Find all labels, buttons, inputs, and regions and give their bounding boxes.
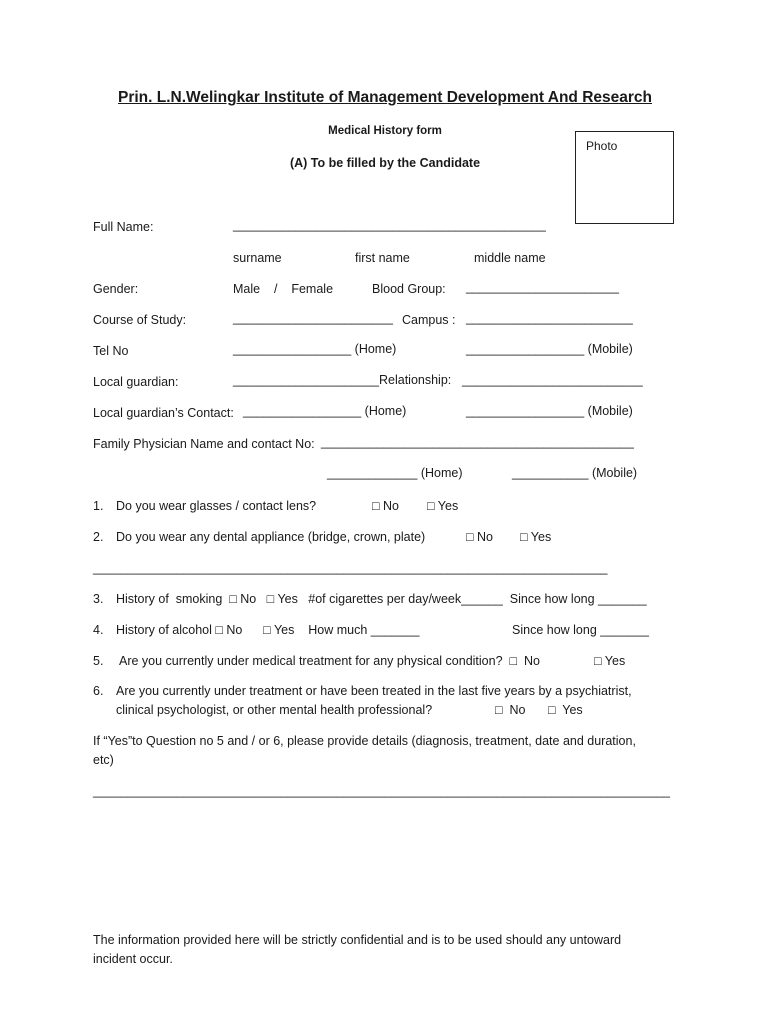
q1-no-checkbox[interactable]: □ No — [372, 499, 400, 513]
q3-number: 3. — [93, 592, 104, 606]
institute-title: Prin. L.N.Welingkar Institute of Management Development And Research — [118, 89, 652, 106]
guardian-mobile-field[interactable]: _________________ (Mobile) — [466, 404, 633, 418]
q2-text: Do you wear any dental appliance (bridge, crown, plate) — [116, 530, 426, 544]
guardian-contact-label: Local guardian’s Contact: — [93, 406, 234, 420]
details-instruction-line2: etc) — [93, 753, 114, 767]
tel-home-field[interactable]: _________________ (Home) — [233, 342, 397, 356]
middle-name-caption: middle name — [474, 251, 546, 265]
guardian-home-field[interactable]: _________________ (Home) — [243, 404, 407, 418]
q3-text[interactable]: History of smoking □ No □ Yes #of cigarettes per day/week______ Since how long _______ — [116, 592, 647, 606]
q6-number: 6. — [93, 684, 104, 698]
details-field[interactable]: ___________________________________________________________________________________ — [93, 784, 671, 798]
q2-number: 2. — [93, 530, 104, 544]
q1-text: Do you wear glasses / contact lens? — [116, 499, 317, 513]
q6-yes-checkbox[interactable]: □ Yes — [548, 703, 583, 717]
relationship-field[interactable]: __________________________ — [462, 373, 643, 387]
photo-label: Photo — [586, 139, 618, 153]
confidentiality-note-line2: incident occur. — [93, 952, 173, 966]
photo-box[interactable] — [575, 131, 674, 224]
gender-label: Gender: — [93, 282, 139, 296]
q6-no-checkbox[interactable]: □ No — [495, 703, 526, 717]
confidentiality-note-line1: The information provided here will be strictly confidential and is to be used should any untoward — [93, 933, 622, 947]
q4-since-field[interactable]: Since how long _______ — [512, 623, 649, 637]
tel-mobile-field[interactable]: _________________ (Mobile) — [466, 342, 633, 356]
first-name-caption: first name — [355, 251, 410, 265]
blood-group-label: Blood Group: — [372, 282, 446, 296]
physician-home-field[interactable]: _____________ (Home) — [327, 466, 463, 480]
guardian-label: Local guardian: — [93, 375, 179, 389]
q6-text-line1: Are you currently under treatment or have been treated in the last five years by a psychiatrist, — [116, 684, 632, 698]
q4-number: 4. — [93, 623, 104, 637]
q6-text-line2: clinical psychologist, or other mental health professional? — [116, 703, 433, 717]
q5-text[interactable]: Are you currently under medical treatment for any physical condition? □ No — [119, 654, 540, 668]
campus-field[interactable]: ________________________ — [466, 311, 633, 325]
q4-text[interactable]: History of alcohol □ No □ Yes How much _______ — [116, 623, 420, 637]
q2-yes-checkbox[interactable]: □ Yes — [520, 530, 552, 544]
tel-label: Tel No — [93, 344, 129, 358]
physician-label: Family Physician Name and contact No: — [93, 437, 315, 451]
q2-details-line[interactable]: __________________________________________________________________________ — [93, 561, 608, 575]
physician-field[interactable]: _____________________________________________ — [321, 435, 634, 449]
gender-options[interactable]: Male / Female — [233, 282, 334, 296]
q1-number: 1. — [93, 499, 104, 513]
q2-no-checkbox[interactable]: □ No — [466, 530, 494, 544]
guardian-field[interactable]: _____________________Relationship: — [233, 373, 452, 387]
campus-label: Campus : — [402, 313, 456, 327]
blood-group-field[interactable]: ______________________ — [466, 280, 619, 294]
form-name: Medical History form — [328, 125, 442, 137]
details-instruction-line1: If “Yes”to Question no 5 and / or 6, please provide details (diagnosis, treatment, date and duration, — [93, 734, 636, 748]
surname-caption: surname — [233, 251, 282, 265]
section-heading: (A) To be filled by the Candidate — [289, 156, 481, 170]
course-field[interactable]: _______________________ — [233, 311, 393, 325]
full-name-field[interactable]: _____________________________________________ — [233, 218, 546, 232]
q5-yes-checkbox[interactable]: □ Yes — [594, 654, 626, 668]
course-label: Course of Study: — [93, 313, 187, 327]
full-name-label: Full Name: — [93, 220, 154, 234]
q1-yes-checkbox[interactable]: □ Yes — [427, 499, 459, 513]
physician-mobile-field[interactable]: ___________ (Mobile) — [512, 466, 638, 480]
q5-number: 5. — [93, 654, 104, 668]
